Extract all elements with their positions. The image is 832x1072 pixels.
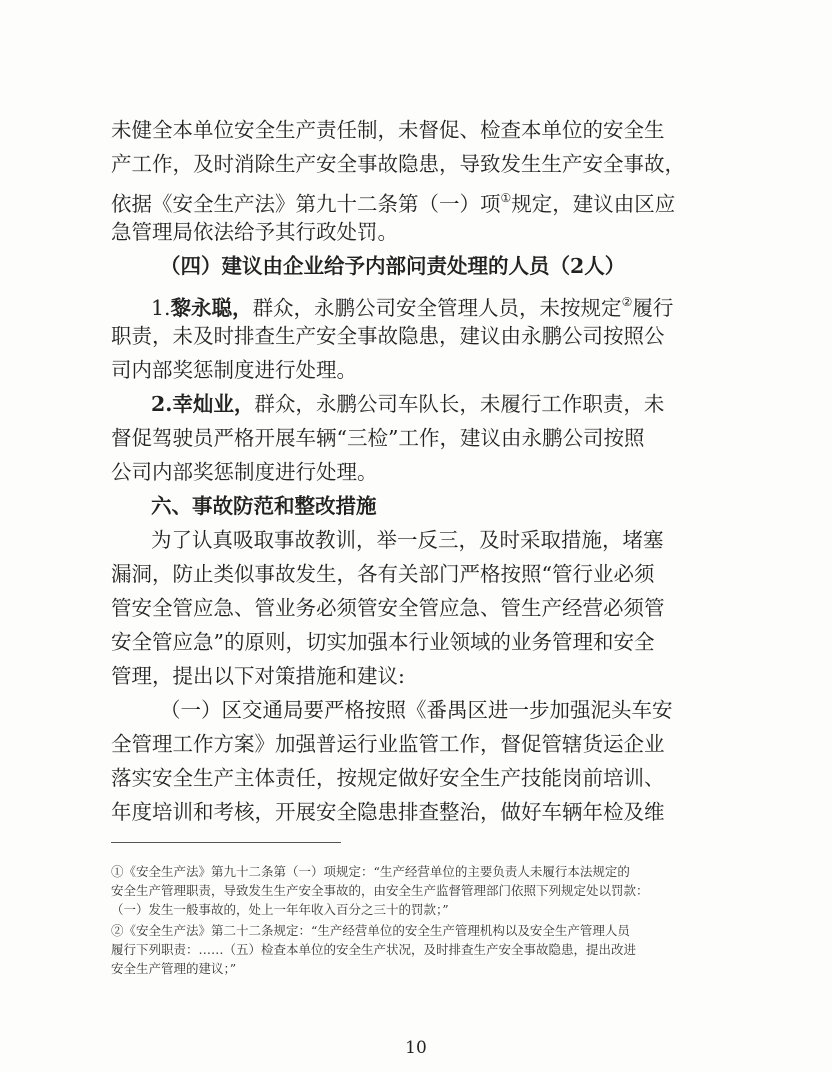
list-number: 2. [151,392,173,416]
body-line: 管安全管应急、管业务必须管安全管应急、管生产经营必须管 [111,596,665,620]
footnote-divider [111,842,341,843]
body-line: 急管理局依法给予其行政处罚。 [111,220,398,244]
body-line: 为了认真吸取事故教训，举一反三，及时采取措施，堵塞 [151,528,664,552]
body-text: 履行 [632,296,674,320]
body-line: 落实安全生产主体责任，按规定做好安全生产技能岗前培训、 [111,766,665,790]
footnote-ref: ① [500,191,512,205]
footnote-line: 履行下列职责：……（五）检查本单位的安全生产状况，及时排查生产安全事故隐患，提出改进 [111,942,637,957]
body-line: 督促驾驶员严格开展车辆“三检”工作，建议由永鹏公司按照 [111,426,645,450]
section-heading: （四）建议由企业给予内部问责处理的人员（2人） [160,254,626,278]
footnote-line: （一）发生一般事故的，处上一年年收入百分之三十的罚款；” [111,902,449,917]
body-line [0,182,832,214]
page-number: 10 [405,1038,427,1058]
body-text: 群众，永鹏公司车队长，未履行工作职责，未 [254,392,665,416]
body-text: 依据《安全生产法》第九十二条第（一）项 [111,192,501,216]
person-name: 黎永聪， [170,296,253,320]
list-number: 1. [151,296,171,320]
body-line: 漏洞，防止类似事故发生，各有关部门严格按照“管行业必须 [111,562,655,586]
body-line: 未健全本单位安全生产责任制，未督促、检查本单位的安全生 [111,118,665,142]
body-line: 公司内部奖惩制度进行处理。 [111,460,378,484]
body-line: 年度培训和考核，开展安全隐患排查整治，做好车辆年检及维 [111,800,665,824]
body-line: 安全管应急”的原则，切实加强本行业领域的业务管理和安全 [111,630,655,654]
footnote-line: 安全生产管理职责，导致发生生产安全事故的，由安全生产监督管理部门依照下列规定处以罚款： [111,883,649,898]
body-line: 司内部奖惩制度进行处理。 [111,358,357,382]
body-line: 职责，未及时排查生产安全事故隐患，建议由永鹏公司按照公 [111,324,665,348]
section-heading: 六、事故防范和整改措施 [151,494,377,518]
footnote-ref: ② [621,295,633,309]
body-line: （一）区交通局要严格按照《番禺区进一步加强泥头车安 [160,698,673,722]
person-name: 幸灿业， [172,392,255,416]
body-text: 规定，建议由区应 [511,192,676,216]
footnote-line: ②《安全生产法》第二十二条规定：“生产经营单位的安全生产管理机构以及安全生产管理人员 [111,923,630,938]
footnote-line: 安全生产管理的建议；” [111,961,237,976]
body-line: 管理，提出以下对策措施和建议: [111,664,405,688]
body-line [0,286,832,318]
footnote-line: ①《安全生产法》第九十二条第（一）项规定：“生产经营单位的主要负责人未履行本法规定的 [111,864,630,879]
body-line [0,388,832,420]
body-line: 产工作，及时消除生产安全事故隐患，导致发生生产安全事故， [111,152,685,176]
body-line: 全管理工作方案》加强普运行业监管工作，督促管辖货运企业 [111,732,665,756]
body-text: 群众，永鹏公司安全管理人员，未按规定 [252,296,622,320]
